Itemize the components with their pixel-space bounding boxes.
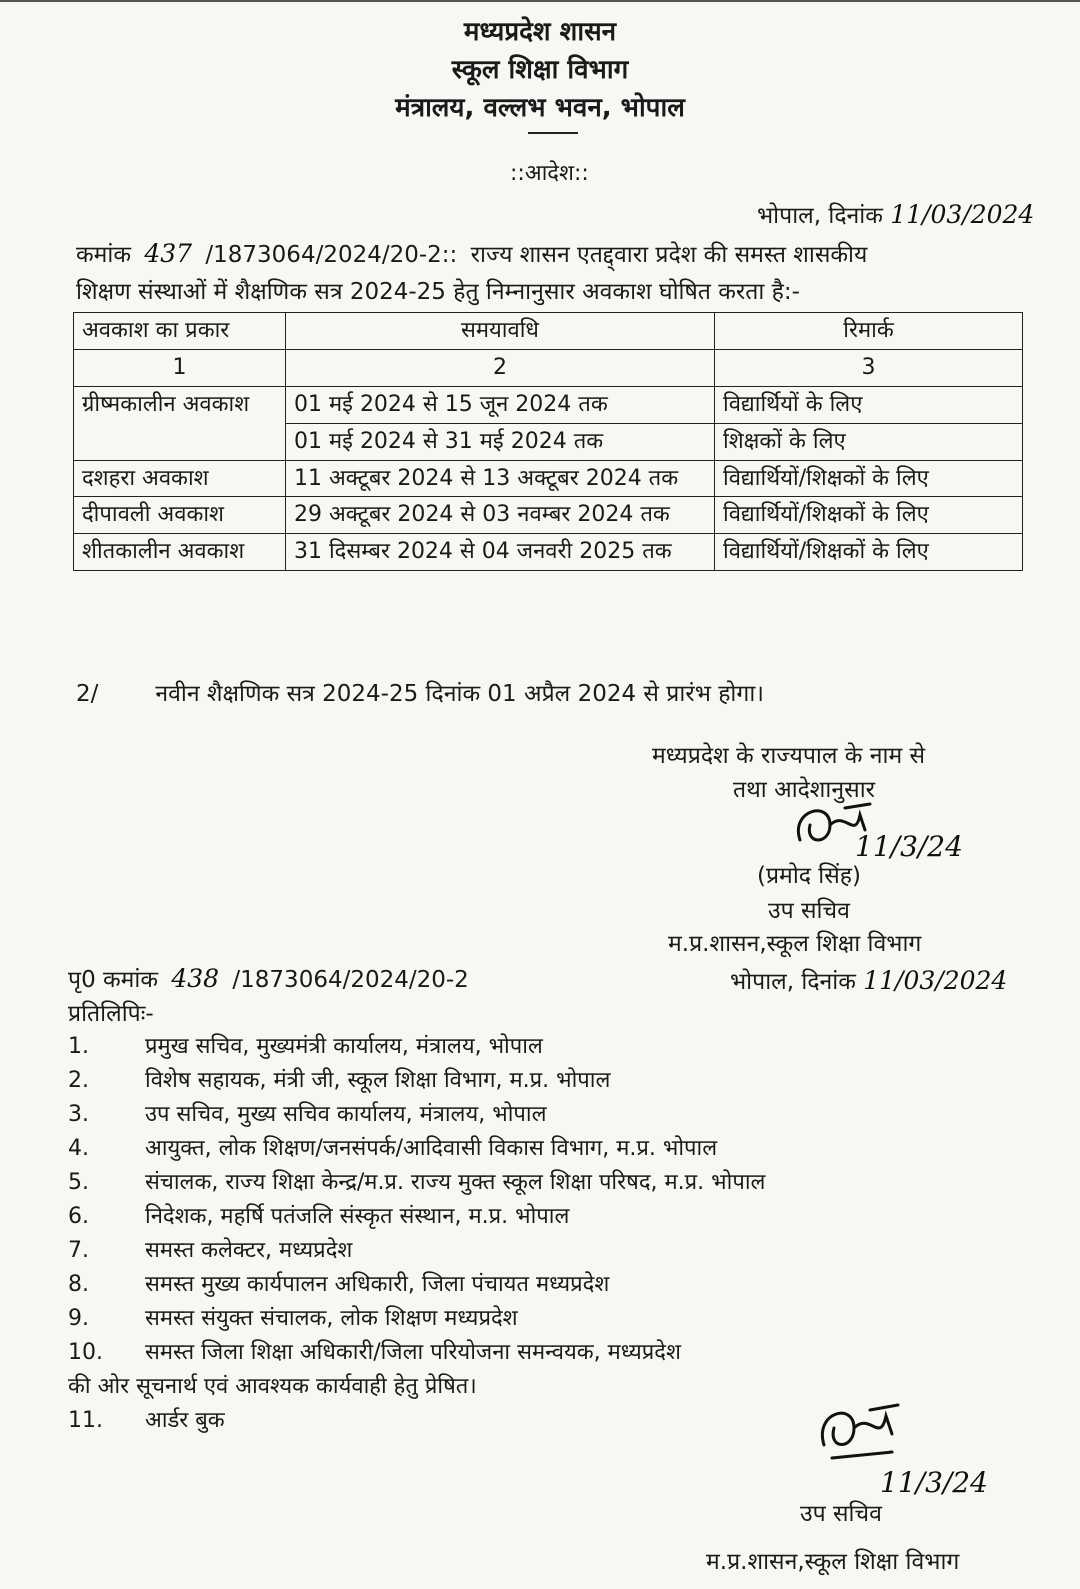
header-government: मध्यप्रदेश शासन [463, 17, 617, 47]
point-2 [76, 676, 764, 708]
order-number-label: कमांक [76, 242, 132, 268]
item-text: समस्त कलेक्टर, मध्यप्रदेश [145, 1238, 353, 1263]
row-type: दशहरा अवकाश [74, 460, 286, 497]
endorsement-number-line [68, 962, 469, 994]
endorsement-number: 438 [171, 964, 220, 993]
signatory-department: म.प्र.शासन,स्कूल शिक्षा विभाग [668, 931, 922, 957]
order-number: 437 [144, 239, 193, 268]
row-type: ग्रीष्मकालीन अवकाश [74, 386, 286, 460]
header-department: स्कूल शिक्षा विभाग [451, 55, 629, 85]
order-paragraph-line2: शिक्षण संस्थाओं में शैक्षणिक सत्र 2024-25 हेतु निम्नानुसार अवकाश घोषित करता है:- [76, 279, 800, 305]
item-number: 7. [68, 1238, 89, 1263]
row-period: 29 अक्टूबर 2024 से 03 नवम्बर 2024 तक [286, 497, 715, 534]
col-number: 3 [715, 349, 1023, 386]
endorsement-date-label: भोपाल, दिनांक [730, 969, 856, 995]
header-period: समयावधि [286, 313, 715, 350]
row-remark: विद्यार्थियों/शिक्षकों के लिए [715, 534, 1023, 571]
list-item [68, 1132, 765, 1166]
col-number: 2 [286, 349, 715, 386]
table-row [74, 386, 1023, 423]
header-divider [528, 132, 578, 134]
item-text: निदेशक, महर्षि पतंजलि संस्कृत संस्थान, म.प्र. भोपाल [145, 1204, 570, 1229]
signatory-2-department: म.प्र.शासन,स्कूल शिक्षा विभाग [706, 1549, 960, 1575]
item-number: 1. [68, 1034, 89, 1059]
copy-recipient-list [68, 1030, 765, 1438]
list-item [68, 1030, 765, 1064]
item-number: 10. [68, 1340, 103, 1365]
table-header-row [74, 313, 1023, 350]
holiday-schedule-table [73, 312, 1023, 571]
col-number: 1 [74, 349, 286, 386]
item-number: 11. [68, 1408, 103, 1433]
list-item [68, 1404, 765, 1438]
signatory-name: (प्रमोद सिंह) [757, 863, 861, 889]
endorsement-ref: /1873064/2024/20-2 [232, 967, 469, 993]
row-period: 11 अक्टूबर 2024 से 13 अक्टूबर 2024 तक [286, 460, 715, 497]
signature-mark-2 [812, 1400, 912, 1470]
row-type: शीतकालीन अवकाश [74, 534, 286, 571]
header-remark: रिमार्क [715, 313, 1023, 350]
table-row [74, 534, 1023, 571]
order-date-line [757, 198, 1034, 230]
order-ref: /1873064/2024/20-2:: [205, 242, 458, 268]
order-paragraph-text: राज्य शासन एतद्द्वारा प्रदेश की समस्त शासकीय [470, 242, 868, 268]
item-text: संचालक, राज्य शिक्षा केन्द्र/म.प्र. राज्य मुक्त स्कूल शिक्षा परिषद, म.प्र. भोपाल [145, 1170, 766, 1195]
list-item [68, 1064, 765, 1098]
authority-line1: मध्यप्रदेश के राज्यपाल के नाम से [652, 743, 926, 769]
copy-to-label: प्रतिलिपिः- [68, 1001, 154, 1027]
item-number: 2. [68, 1068, 89, 1093]
item-text: समस्त संयुक्त संचालक, लोक शिक्षण मध्यप्रदेश [145, 1306, 518, 1331]
row-type: दीपावली अवकाश [74, 497, 286, 534]
row-period: 31 दिसम्बर 2024 से 04 जनवरी 2025 तक [286, 534, 715, 571]
endorsement-date-line [730, 964, 1007, 996]
table-row [74, 497, 1023, 534]
list-item [68, 1302, 765, 1336]
header-address: मंत्रालय, वल्लभ भवन, भोपाल [395, 93, 685, 123]
point-2-text: नवीन शैक्षणिक सत्र 2024-25 दिनांक 01 अप्रैल 2024 से प्रारंभ होगा। [155, 681, 764, 707]
item-text: आयुक्त, लोक शिक्षण/जनसंपर्क/आदिवासी विकास विभाग, म.प्र. भोपाल [145, 1136, 718, 1161]
list-item [68, 1098, 765, 1132]
list-footer-line: की ओर सूचनार्थ एवं आवश्यक कार्यवाही हेतु प्रेषित। [68, 1374, 477, 1399]
signatory-2-designation: उप सचिव [800, 1501, 882, 1527]
list-item [68, 1234, 765, 1268]
item-text: समस्त जिला शिक्षा अधिकारी/जिला परियोजना समन्वयक, मध्यप्रदेश [145, 1340, 681, 1365]
signatory-designation: उप सचिव [768, 898, 850, 924]
row-remark: विद्यार्थियों/शिक्षकों के लिए [715, 497, 1023, 534]
row-period: 01 मई 2024 से 31 मई 2024 तक [286, 423, 715, 460]
item-number: 3. [68, 1102, 89, 1127]
row-remark: शिक्षकों के लिए [715, 423, 1023, 460]
list-item [68, 1336, 765, 1370]
row-remark: विद्यार्थियों के लिए [715, 386, 1023, 423]
row-period: 01 मई 2024 से 15 जून 2024 तक [286, 386, 715, 423]
item-text: समस्त मुख्य कार्यपालन अधिकारी, जिला पंचायत मध्यप्रदेश [145, 1272, 610, 1297]
order-date: 11/03/2024 [890, 200, 1035, 229]
item-text: उप सचिव, मुख्य सचिव कार्यालय, मंत्रालय, भोपाल [145, 1102, 547, 1127]
list-item [68, 1268, 765, 1302]
item-number: 5. [68, 1170, 89, 1195]
signature-1-date: 11/3/24 [855, 830, 963, 863]
item-text: विशेष सहायक, मंत्री जी, स्कूल शिक्षा विभाग, म.प्र. भोपाल [145, 1068, 611, 1093]
place-date-label: भोपाल, दिनांक [757, 203, 883, 229]
item-number: 6. [68, 1204, 89, 1229]
row-remark: विद्यार्थियों/शिक्षकों के लिए [715, 460, 1023, 497]
endorsement-label: पृ0 कमांक [68, 967, 159, 993]
authority-line2: तथा आदेशानुसार [733, 777, 876, 803]
item-number: 8. [68, 1272, 89, 1297]
list-item [68, 1200, 765, 1234]
point-2-number: 2/ [76, 681, 99, 707]
order-paragraph-line1 [76, 237, 867, 269]
top-border-line [0, 0, 1080, 2]
item-text: आर्डर बुक [145, 1408, 225, 1433]
table-number-row [74, 349, 1023, 386]
endorsement-date: 11/03/2024 [863, 966, 1008, 995]
signature-2-date: 11/3/24 [880, 1466, 988, 1499]
table-row [74, 460, 1023, 497]
header-type: अवकाश का प्रकार [74, 313, 286, 350]
item-number: 4. [68, 1136, 89, 1161]
item-number: 9. [68, 1306, 89, 1331]
list-item [68, 1166, 765, 1200]
item-text: प्रमुख सचिव, मुख्यमंत्री कार्यालय, मंत्रालय, भोपाल [145, 1034, 543, 1059]
order-title: ::आदेश:: [510, 161, 589, 186]
